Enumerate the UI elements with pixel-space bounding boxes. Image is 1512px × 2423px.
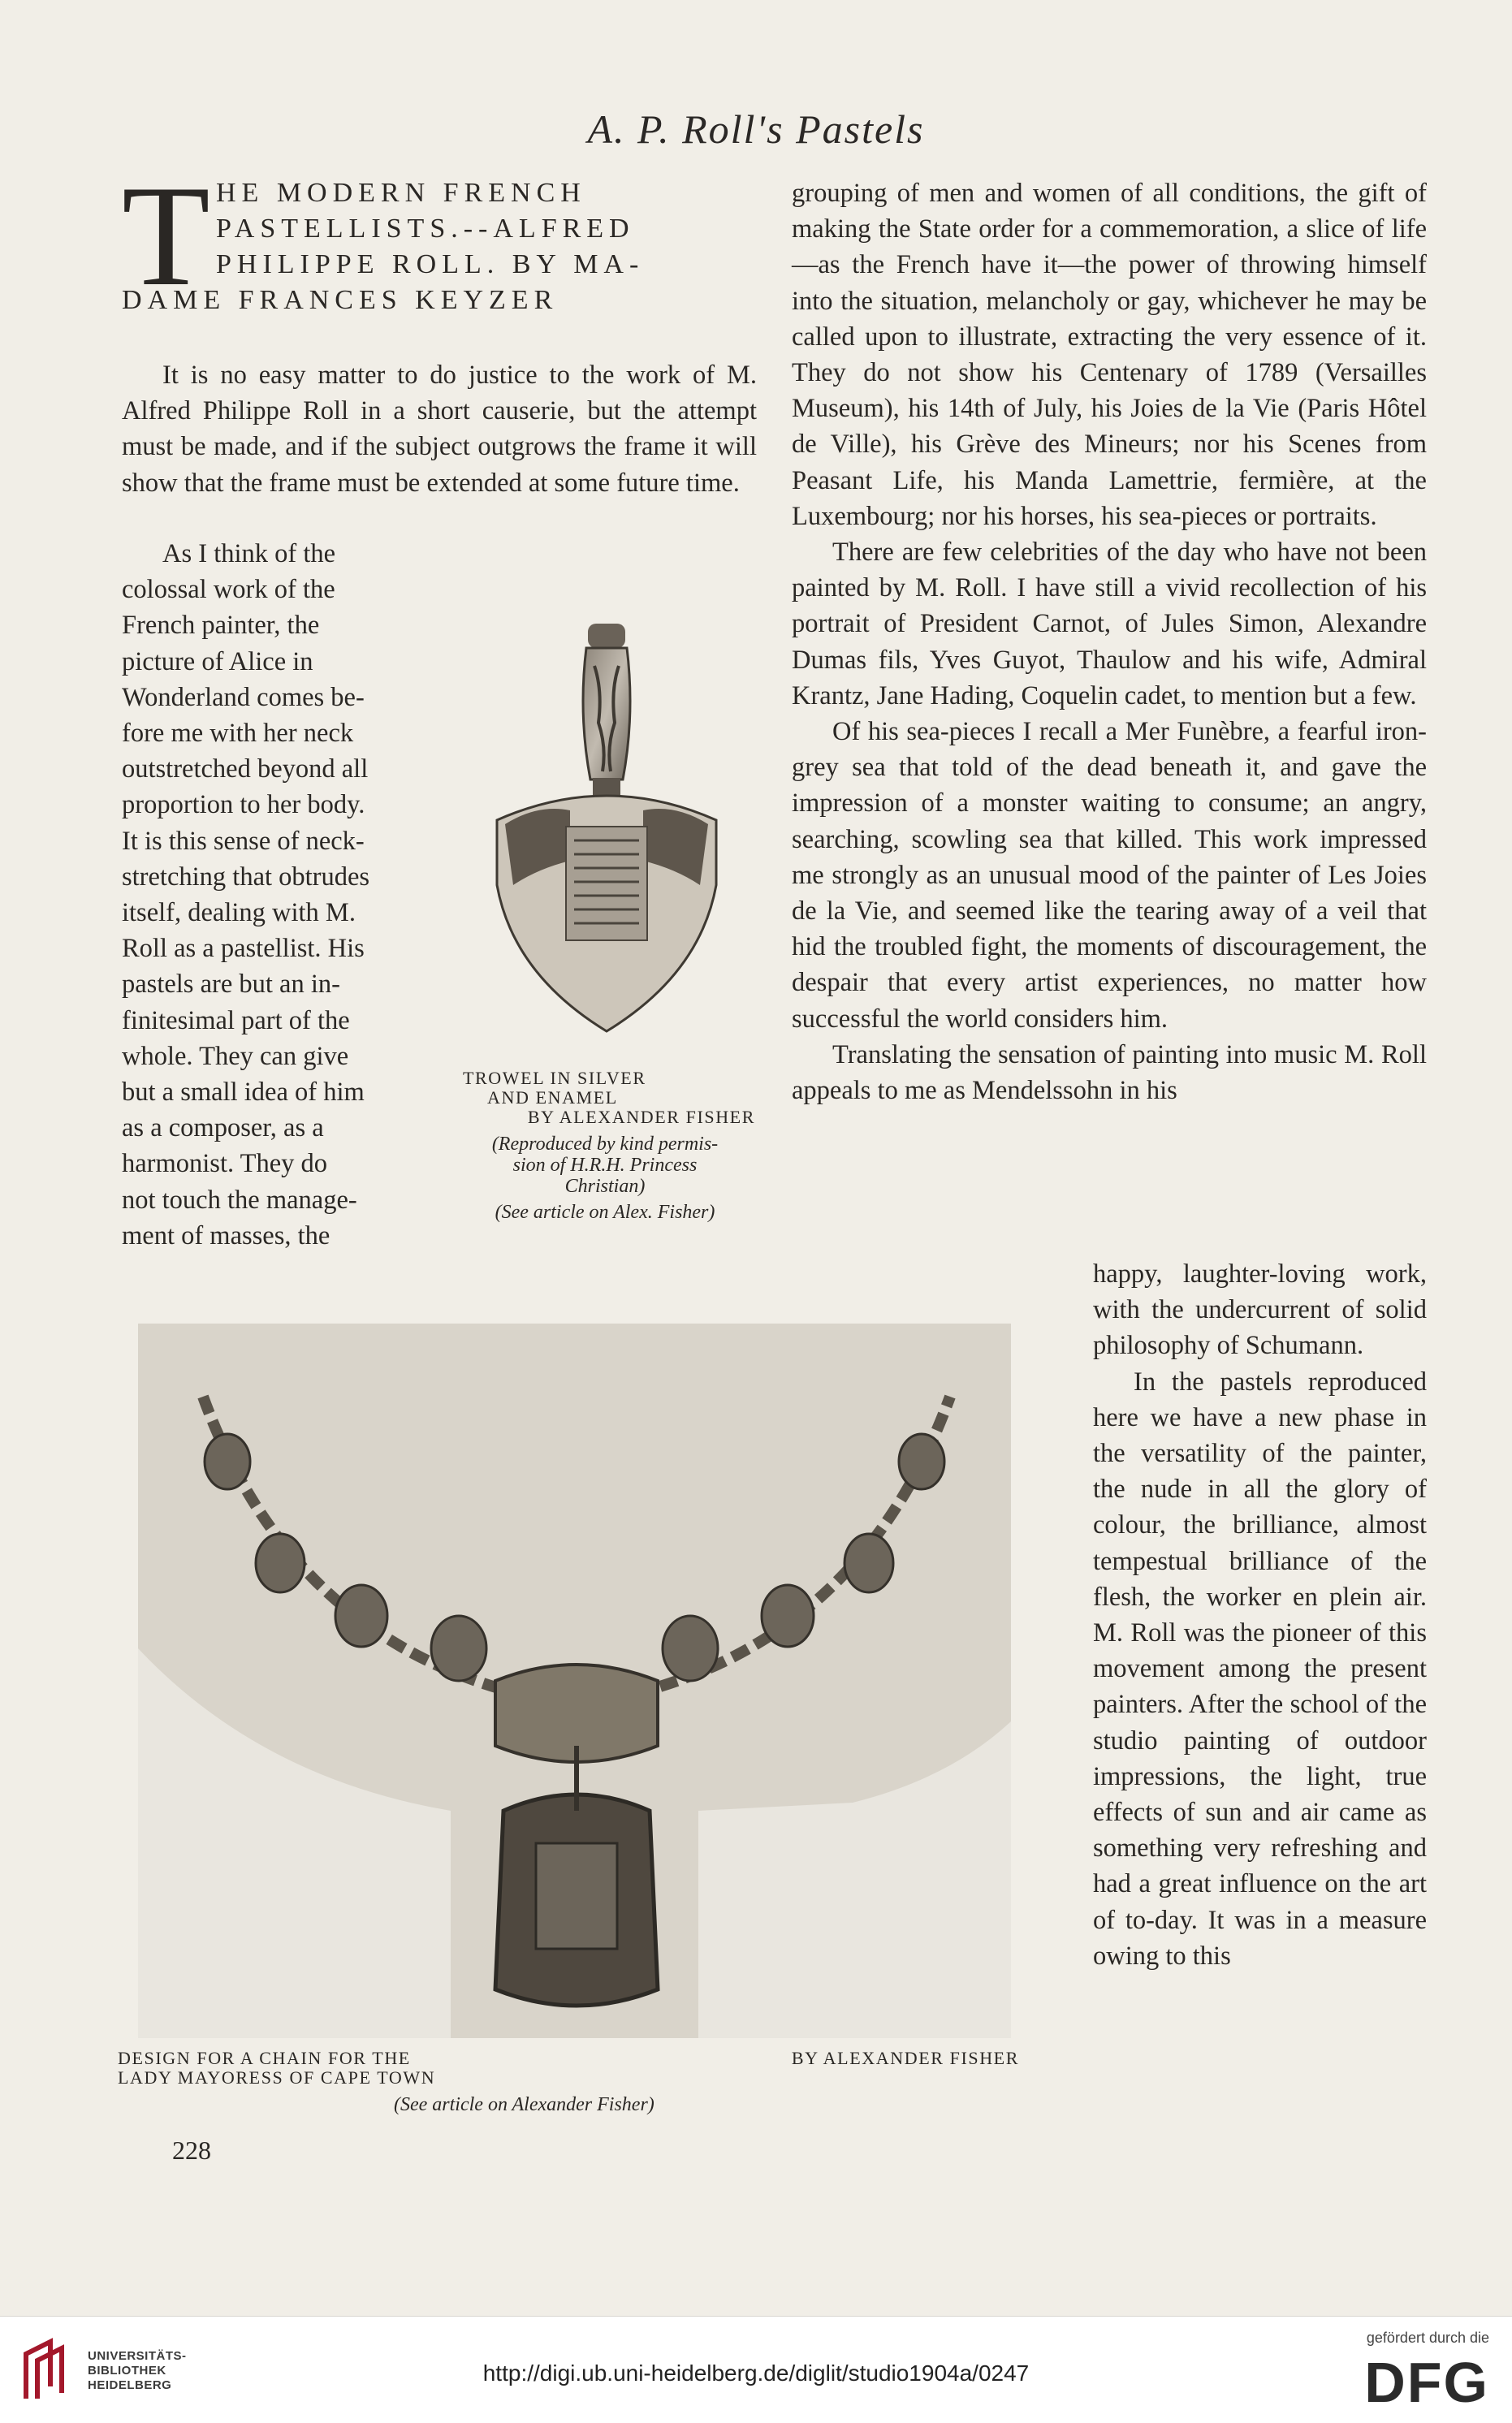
text-line: outstretched beyond all <box>122 754 369 784</box>
text-line: harmonist. They do <box>122 1149 328 1179</box>
chain-illustration <box>138 1324 1011 2038</box>
caption-line: (See article on Alex. Fisher) <box>495 1202 715 1223</box>
article-title <box>122 155 757 318</box>
trowel-caption <box>455 1069 755 1223</box>
text-line: proportion to her body. <box>122 790 365 820</box>
narrow-column <box>1093 1256 1427 1974</box>
library-name-line: HEIDELBERG <box>88 2378 172 2392</box>
drop-cap: T <box>122 155 210 316</box>
library-name-line: BIBLIOTHEK <box>88 2364 166 2378</box>
text-line: stretching that obtrudes <box>122 862 370 892</box>
paragraph: There are few celebrities of the day who have not been painted by M. Roll. I have still a vivid recollection of his portrait of President Carnot, of Jules Simon, Alexandre Dumas fils, Yves Guyot, Thaulow and his wife, Admiral Krantz, Jane Hading, Coquelin cadet, to mention but a few. <box>792 538 1427 710</box>
left-column-paragraph-1 <box>122 357 757 501</box>
right-column <box>792 175 1427 1108</box>
text-line: finitesimal part of the <box>122 1005 350 1035</box>
digitization-footer <box>0 2316 1512 2423</box>
text-line: but a small idea of him <box>122 1078 365 1108</box>
caption-line: sion of H.R.H. Princess <box>512 1155 698 1176</box>
title-line: HE MODERN FRENCH <box>216 178 586 208</box>
caption-line: LADY MAYORESS OF CAPE TOWN <box>118 2067 436 2088</box>
paragraph: Of his sea-pieces I recall a Mer Funèbre, a fearful iron-grey sea that told of the dead beneath it, and gave the impression of a monster waiting to consume; an angry, searching, scowling sea that killed. This work impressed me strongly as an unusual mood of the painter of Les Joies de la Vie, and seemed like the tearing away of a veil that hid the troubled fight, the moments of discouragement, the despair that every artist experiences, no matter how successful the world considers him. <box>792 717 1427 1034</box>
text-line: colossal work of the <box>122 575 335 605</box>
text-line: itself, dealing with M. <box>122 898 356 928</box>
caption-line: (Reproduced by kind permis- <box>491 1134 719 1155</box>
text-line: not touch the manage- <box>122 1185 357 1215</box>
trowel-image <box>481 617 732 1039</box>
title-line: DAME FRANCES KEYZER <box>122 285 559 315</box>
paragraph: happy, laughter-loving work, with the undercurrent of solid philosophy of Schumann. <box>1093 1259 1427 1361</box>
caption-line: AND ENAMEL <box>487 1087 618 1108</box>
text-line: Roll as a pastellist. His <box>122 934 365 964</box>
paragraph: In the pastels reproduced here we have a new phase in the versatility of the painter, the nude in all the glory of colour, the brilliance, almost tempestual brilliance of the flesh, the worker en plein air. M. Roll was the pioneer of this movement among the present painters. After the school of the studio painting of outdoor impressions, the light, true effects of sun and air came as something very refreshing and had a great influence on the art of to-day. It was in a measure owing to this <box>1093 1367 1427 1971</box>
library-name-line: UNIVERSITÄTS- <box>88 2349 187 2363</box>
text-line: ment of masses, the <box>122 1220 330 1250</box>
text-line: as a composer, as a <box>122 1113 324 1143</box>
text-line: whole. They can give <box>122 1041 349 1071</box>
title-line: PASTELLISTS.--ALFRED <box>216 214 635 244</box>
caption-line: DESIGN FOR A CHAIN FOR THE <box>118 2048 411 2068</box>
text-line: French painter, the <box>122 611 320 641</box>
title-line: PHILIPPE ROLL. BY MA- <box>216 249 645 279</box>
running-head: A. P. Roll's Pastels <box>587 106 925 152</box>
left-column-paragraph-2 <box>122 536 429 1254</box>
caption-line: BY ALEXANDER FISHER <box>527 1107 755 1127</box>
paragraph: It is no easy matter to do justice to the work of M. Alfred Philippe Roll in a short causerie, but the attempt must be made, and if the subject outgrows the frame it will show that the frame must be extended at some future time. <box>122 361 757 498</box>
dfg-logo: DFG <box>1364 2351 1489 2414</box>
caption-line: (See article on Alexander Fisher) <box>394 2094 654 2115</box>
caption-line: Christian) <box>564 1176 646 1197</box>
text-line: fore me with her neck <box>122 719 354 749</box>
text-line: Wonderland comes be- <box>122 682 365 712</box>
source-url-link[interactable]: http://digi.ub.uni-heidelberg.de/diglit/studio1904a/0247 <box>482 2360 1030 2386</box>
caption-line: BY ALEXANDER FISHER <box>791 2048 1019 2068</box>
text-line: It is this sense of neck- <box>122 826 365 856</box>
text-line: As I think of the <box>162 539 336 568</box>
page-number: 228 <box>172 2136 211 2165</box>
text-line: pastels are but an in- <box>122 970 340 1000</box>
chain-image <box>138 1324 1011 2038</box>
funding-note: gefördert durch die <box>1366 2330 1489 2346</box>
trowel-illustration <box>481 617 732 1039</box>
paragraph: Translating the sensation of painting into music M. Roll appeals to me as Mendelssohn in his <box>792 1039 1427 1106</box>
caption-line: TROWEL IN SILVER <box>463 1068 646 1088</box>
paragraph: grouping of men and women of all conditions, the gift of making the State order for a commemoration, a slice of life—as the French have it—the power of throwing himself into the situation, melancholy or gay, whichever he may be called upon to illustrate, extracting the very essence of it. They do not show his Centenary of 1789 (Versailles Museum), his 14th of July, his Joies de la Vie (Paris Hôtel de Ville), his Grève des Mineurs; nor his Scenes from Peasant Life, his Manda Lamettrie, fermière, at the Luxembourg; nor his horses, his sea-pieces or portraits. <box>792 179 1427 531</box>
text-line: picture of Alice in <box>122 646 313 676</box>
